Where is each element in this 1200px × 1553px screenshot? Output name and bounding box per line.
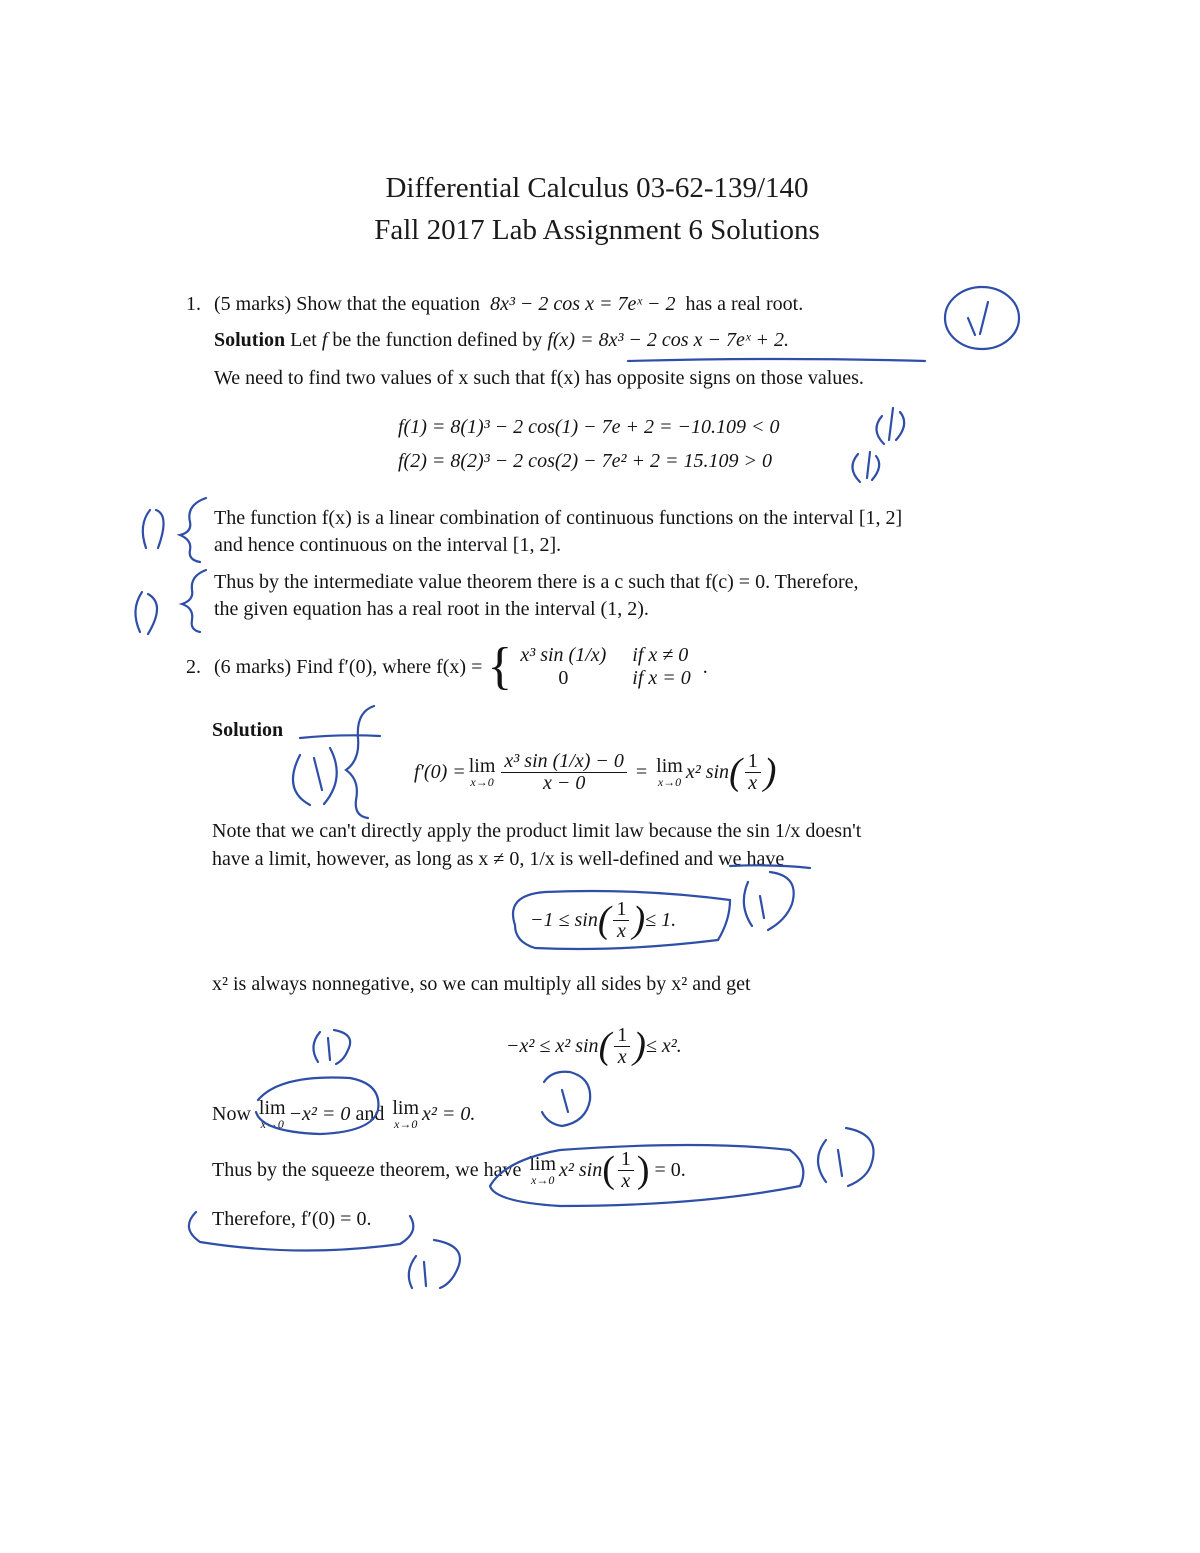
right-paren: ) <box>763 751 777 793</box>
problem2-marks: (6 marks) <box>214 655 292 678</box>
ineq2-left: −x² ≤ x² sin <box>506 1034 599 1057</box>
mark-glyph-4 <box>143 510 164 548</box>
mark-paren-7 <box>744 872 794 930</box>
sine-bound-inequality <box>530 888 676 952</box>
bounding-limits-line <box>212 1094 475 1134</box>
mark-glyph-7 <box>760 896 764 918</box>
mark-glyph-10 <box>838 1150 842 1176</box>
reciprocal-denominator: x <box>748 771 758 794</box>
ineq2-right-paren: ) <box>633 1025 646 1067</box>
squeeze-denominator: x <box>621 1169 631 1192</box>
problem1-solution-label: Solution <box>214 329 286 351</box>
problem1-need-line: We need to find two values of x such that f(x) has opposite signs on those values. <box>214 367 864 389</box>
piecewise-cases <box>520 644 690 690</box>
problem1-equation: 8x³ − 2 cos x = 7eˣ − 2 <box>490 293 676 315</box>
limit-word: lim <box>468 755 496 777</box>
problem1-solution-intro-mid: be the function defined by <box>332 329 543 351</box>
brace-ivt <box>182 570 206 632</box>
problem1-continuity-line2: and hence continuous on the interval [1, 2]. <box>214 534 562 556</box>
mark-glyph-9 <box>562 1090 568 1112</box>
problem1-statement-pre: Show that the equation <box>296 293 481 315</box>
squeeze-inequality <box>506 1014 682 1078</box>
now-limit-operator-1 <box>259 1098 286 1130</box>
now-limit-expr-2: x² = 0. <box>422 1102 476 1125</box>
piecewise-case1-expr: x³ sin (1/x) <box>520 644 607 666</box>
underline-definition <box>628 359 925 361</box>
problem2-statement-end: . <box>702 655 708 678</box>
now-limit-word-2: lim <box>392 1097 419 1119</box>
limit-operator-2 <box>656 756 683 788</box>
problem1-statement-post: has a real root. <box>685 293 804 315</box>
derivative-limit-equation <box>414 740 776 804</box>
difference-quotient-denominator: x − 0 <box>542 771 586 794</box>
reciprocal-numerator: 1 <box>745 751 761 773</box>
left-paren: ( <box>729 751 742 793</box>
document-title-line1: Differential Calculus 03-62-139/140 <box>385 172 809 204</box>
brace-continuity <box>180 498 206 562</box>
reciprocal-fraction <box>745 751 761 794</box>
squeeze-left-paren: ( <box>602 1149 615 1191</box>
squeeze-limit-word: lim <box>529 1153 556 1175</box>
piecewise-brace: { <box>487 638 513 695</box>
problem1-eval-f2: f(2) = 8(2)³ − 2 cos(2) − 7e² + 2 = 15.109 > 0 <box>398 450 773 472</box>
problem2-number: 2. <box>186 656 201 678</box>
difference-quotient <box>501 751 626 794</box>
squeeze-limit-operator <box>529 1154 556 1186</box>
limit-subscript-2: x→0 <box>657 775 682 789</box>
now-limit-expr-1: −x² = 0 <box>288 1102 351 1125</box>
problem2-statement-pre: Find f′(0), where f(x) = <box>296 655 483 678</box>
mark-circle-1 <box>945 287 1019 349</box>
limit-operator <box>469 756 496 788</box>
problem1-continuity-line1: The function f(x) is a linear combination of continuous functions on the interval [1, 2] <box>214 507 903 529</box>
ineq2-right: ≤ x². <box>645 1034 682 1057</box>
now-limit-subscript-2: x→0 <box>394 1117 418 1131</box>
brace-solution2 <box>346 706 374 818</box>
squeeze-numerator: 1 <box>618 1149 634 1171</box>
problem1-eval-f1: f(1) = 8(1)³ − 2 cos(1) − 7e + 2 = −10.109 < 0 <box>398 416 780 438</box>
problem1-function-definition: f(x) = 8x³ − 2 cos x − 7eˣ + 2. <box>547 329 789 351</box>
problem1-solution-intro <box>214 329 789 352</box>
problem1-solution-f: f <box>321 329 328 351</box>
derivative-equals: = <box>635 760 648 783</box>
ineq1-right-paren: ) <box>632 899 646 941</box>
squeeze-right-paren: ) <box>636 1149 650 1191</box>
nonnegative-line: x² is always nonnegative, so we can multiply all sides by x² and get <box>212 973 751 995</box>
mark-paren-6 <box>293 748 337 805</box>
ineq1-fraction <box>613 899 629 942</box>
mark-paren-11 <box>409 1240 460 1288</box>
mark-glyph-1 <box>968 302 988 335</box>
mark-paren-3 <box>852 454 860 482</box>
problem1-marks: (5 marks) <box>214 293 292 315</box>
derivative-lhs: f′(0) = <box>414 760 466 783</box>
squeeze-expr: x² sin <box>559 1158 603 1181</box>
note-line1: Note that we can't directly apply the product limit law because the sin 1/x doesn't <box>212 820 862 842</box>
ineq1-denominator: x <box>617 919 626 942</box>
squeeze-fraction <box>618 1149 634 1192</box>
problem1-statement <box>214 293 803 316</box>
underline-solution <box>300 735 380 738</box>
mark-glyph-11 <box>424 1262 426 1286</box>
problem1-solution-intro-pre: Let <box>290 329 317 351</box>
now-limit-word-1: lim <box>258 1097 286 1119</box>
piecewise-case2-expr: 0 <box>558 667 569 689</box>
mark-glyph-8 <box>328 1038 330 1060</box>
difference-quotient-numerator: x³ sin (1/x) − 0 <box>501 751 626 773</box>
mark-glyph-6 <box>314 758 322 790</box>
ineq1-numerator: 1 <box>613 899 629 921</box>
ineq2-fraction <box>614 1025 630 1068</box>
now-limit-operator-2 <box>392 1098 419 1130</box>
mark-glyph-5 <box>135 592 157 634</box>
final-conclusion: Therefore, f′(0) = 0. <box>212 1208 372 1230</box>
piecewise-case2-cond: if x = 0 <box>632 667 691 689</box>
limit-word-2: lim <box>656 755 683 777</box>
squeeze-limit-subscript: x→0 <box>531 1173 555 1187</box>
now-word: Now <box>212 1102 251 1125</box>
document-title-line2: Fall 2017 Lab Assignment 6 Solutions <box>374 214 820 246</box>
now-and: and <box>355 1102 385 1125</box>
piecewise-case1-cond: if x ≠ 0 <box>632 644 689 666</box>
problem2-statement <box>214 640 708 694</box>
mark-paren-8 <box>313 1030 350 1064</box>
limit-subscript: x→0 <box>470 775 494 789</box>
problem1-number: 1. <box>186 293 201 315</box>
derivative-rhs: x² sin <box>685 760 730 783</box>
mark-paren-2 <box>876 416 884 444</box>
squeeze-pre: Thus by the squeeze theorem, we have <box>212 1158 522 1181</box>
ineq1-right: ≤ 1. <box>645 908 677 931</box>
ineq2-left-paren: ( <box>598 1025 612 1067</box>
ineq1-left-paren: ( <box>597 899 611 941</box>
squeeze-conclusion-line <box>212 1138 686 1202</box>
problem1-ivt-line2: the given equation has a real root in the interval (1, 2). <box>214 598 649 620</box>
mark-paren-9 <box>542 1072 590 1126</box>
ineq2-denominator: x <box>617 1045 627 1068</box>
note-line2: have a limit, however, as long as x ≠ 0, 1/x is well-defined and we have <box>212 848 785 870</box>
mark-paren-10 <box>818 1128 874 1186</box>
now-limit-subscript-1: x→0 <box>260 1117 284 1131</box>
problem2-solution-label: Solution <box>212 719 284 741</box>
mark-glyph-3 <box>867 452 879 480</box>
mark-glyph-2 <box>889 408 904 440</box>
squeeze-end: = 0. <box>654 1158 686 1181</box>
ineq1-left: −1 ≤ sin <box>530 908 598 931</box>
ineq2-numerator: 1 <box>614 1025 630 1047</box>
problem1-ivt-line1: Thus by the intermediate value theorem there is a c such that f(c) = 0. Therefore, <box>214 571 859 593</box>
